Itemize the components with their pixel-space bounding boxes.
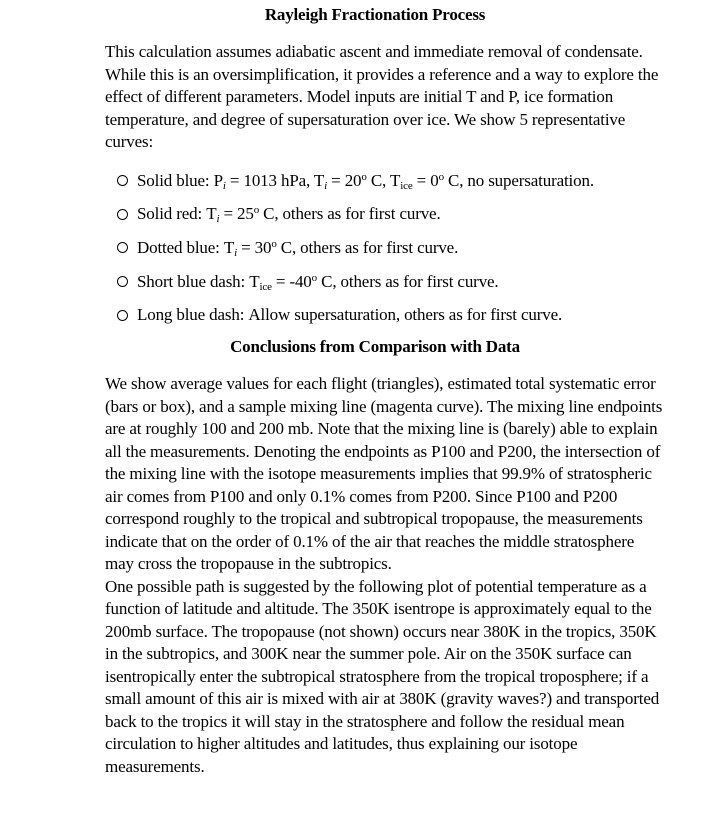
curve-description: $T_i = 30^o$ C, others as for first curve. xyxy=(223,237,459,259)
curve-label: Solid blue: xyxy=(137,170,210,190)
curve-label: Solid red: xyxy=(137,204,203,224)
curve-description: $T_i = 25^o$ C, others as for first curve. xyxy=(206,204,441,226)
list-item xyxy=(105,231,665,265)
curve-list xyxy=(105,164,665,332)
curve-description: Allow supersaturation, others as for first curve. xyxy=(248,305,563,325)
conclusions-section xyxy=(105,373,665,778)
section-heading: Conclusions from Comparison with Data xyxy=(230,337,520,356)
list-item xyxy=(105,198,665,232)
list-item xyxy=(105,164,665,198)
page-title: Rayleigh Fractionation Process xyxy=(264,5,486,24)
intro-paragraph: This calculation assumes adiabatic ascent and immediate removal of condensate. While this is an oversimplification, it provides a reference and a way to explore the effect of different parameters. Model inputs are initial T and P, ice formation temperature, and degree of supersaturation over ice. We show 5 representative curves: xyxy=(105,42,659,151)
curve-description: $P_i = 1013$ hPa, $T_i = 20^o$ C, $T_{ice} = 0^o$ C, no supersaturation. xyxy=(213,170,594,192)
circle-bullet-icon xyxy=(117,209,128,220)
curve-label: Dotted blue: xyxy=(137,237,220,257)
conclusions-paragraph-1: We show average values for each flight (triangles), estimated total systematic error (bars or box), and a sample mixing line (magenta curve). The mixing line endpoints are at roughly 100 and 200 mb. Note that the mixing line is (barely) able to explain all the measurements. Denoting the endpoints as P100 and P200, the intersection of the mixing line with the isotope measurements implies that 99.9% of stratospheric air comes from P100 and only 0.1% comes from P200. Since P100 and P200 correspond roughly to the tropical and subtropical tropopause, the measurements indicate that on the order of 0.1% of the air that reaches the middle stratosphere may cross the tropopause in the subtropics. xyxy=(105,374,663,573)
circle-bullet-icon xyxy=(117,276,128,287)
circle-bullet-icon xyxy=(117,175,128,186)
conclusions-paragraph-2: One possible path is suggested by the following plot of potential temperature as a function of latitude and altitude. The 350K isentrope is approximately equal to the 200mb surface. The tropopause (not shown) occurs near 380K in the tropics, 350K in the subtropics, and 300K near the summer pole. Air on the 350K surface can isentropically enter the subtropical stratosphere from the tropical troposphere; if a small amount of this air is mixed with air at 380K (gravity waves?) and transported back to the tropics it will stay in the stratosphere and follow the residual mean circulation to higher altitudes and latitudes, thus explaining our isotope measurements. xyxy=(105,576,660,776)
list-item xyxy=(105,298,665,332)
circle-bullet-icon xyxy=(117,242,128,253)
curve-description: $T_{ice} = -40^o$ C, others as for first curve. xyxy=(249,271,499,293)
curve-label: Short blue dash: xyxy=(137,271,246,291)
list-item xyxy=(105,265,665,299)
curve-label: Long blue dash: xyxy=(137,305,245,325)
circle-bullet-icon xyxy=(117,310,128,321)
